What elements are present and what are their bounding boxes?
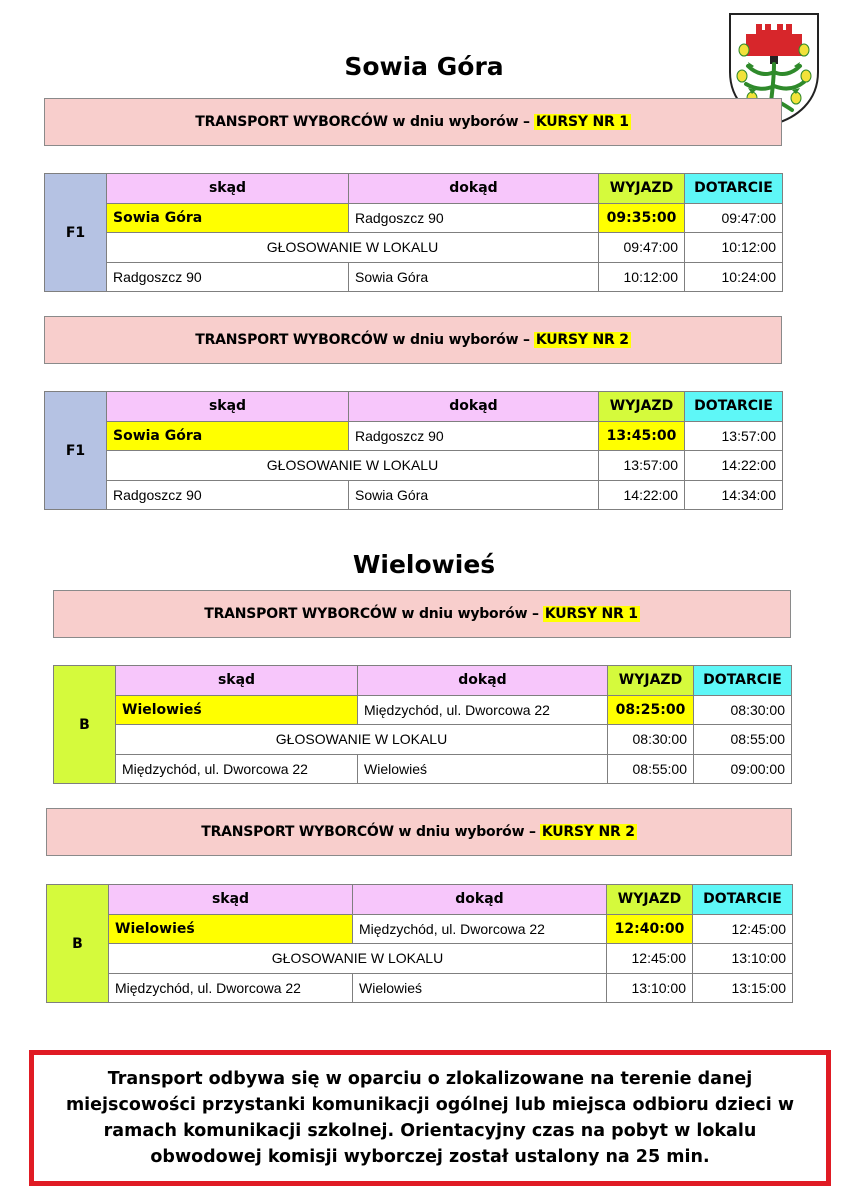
table-row: [45, 233, 783, 263]
from-cell: Radgoszcz 90: [107, 480, 349, 510]
depart-cell: 08:30:00: [608, 725, 694, 755]
depart-cell: 09:47:00: [599, 233, 685, 263]
table-row: [47, 973, 793, 1003]
route-code: F1: [45, 174, 107, 292]
depart-cell: 13:57:00: [599, 451, 685, 481]
schedule-table: [44, 173, 783, 292]
arrive-cell: 08:30:00: [694, 695, 792, 725]
table-row: [45, 480, 783, 510]
table-row: [45, 262, 783, 292]
header-depart: WYJAZD: [599, 392, 685, 422]
transport-banner: [44, 316, 782, 364]
header-to: dokąd: [353, 885, 607, 915]
depart-cell: 10:12:00: [599, 262, 685, 292]
schedule-table: [46, 884, 793, 1003]
arrive-cell: 10:12:00: [685, 233, 783, 263]
depart-cell: 12:45:00: [607, 944, 693, 974]
to-cell: Wielowieś: [353, 973, 607, 1003]
arrive-cell: 12:45:00: [693, 914, 793, 944]
transport-banner: [46, 808, 792, 856]
header-to: dokąd: [349, 174, 599, 204]
header-depart: WYJAZD: [599, 174, 685, 204]
table-row: [54, 695, 792, 725]
voting-cell: GŁOSOWANIE W LOKALU: [109, 944, 607, 974]
header-to: dokąd: [349, 392, 599, 422]
kursy-label: KURSY NR 1: [544, 606, 638, 622]
schedule-table: [44, 391, 783, 510]
arrive-cell: 09:00:00: [694, 754, 792, 784]
from-cell: Sowia Góra: [107, 421, 349, 451]
arrive-cell: 13:15:00: [693, 973, 793, 1003]
kursy-label: KURSY NR 1: [535, 114, 629, 130]
table-row: [54, 754, 792, 784]
from-cell: Radgoszcz 90: [107, 262, 349, 292]
arrive-cell: 08:55:00: [694, 725, 792, 755]
route-code: F1: [45, 392, 107, 510]
town-title: Wielowieś: [352, 550, 496, 579]
depart-cell: 08:55:00: [608, 754, 694, 784]
from-cell: Wielowieś: [109, 914, 353, 944]
from-cell: Wielowieś: [116, 695, 358, 725]
banner-text: TRANSPORT WYBORCÓW w dniu wyborów –: [204, 606, 539, 622]
arrive-cell: 13:10:00: [693, 944, 793, 974]
header-arrive: DOTARCIE: [693, 885, 793, 915]
arrive-cell: 14:22:00: [685, 451, 783, 481]
header-depart: WYJAZD: [607, 885, 693, 915]
header-arrive: DOTARCIE: [685, 392, 783, 422]
arrive-cell: 10:24:00: [685, 262, 783, 292]
header-from: skąd: [107, 174, 349, 204]
depart-cell: 09:35:00: [599, 203, 685, 233]
kursy-label: KURSY NR 2: [535, 332, 629, 348]
header-depart: WYJAZD: [608, 666, 694, 696]
route-code: B: [47, 885, 109, 1003]
voting-cell: GŁOSOWANIE W LOKALU: [107, 233, 599, 263]
arrive-cell: 09:47:00: [685, 203, 783, 233]
table-row: [45, 421, 783, 451]
notice-text: Transport odbywa się w oparciu o zlokalizowane na terenie danej miejscowości przystanki komunikacji ogólnej lub miejsca odbioru dzieci w ramach komunikacji szkolnej. Orientacyjny czas na pobyt w lokalu obwodowej komisji wyborczej został ustalony na 25 min.: [65, 1069, 795, 1167]
voting-cell: GŁOSOWANIE W LOKALU: [107, 451, 599, 481]
banner-text: TRANSPORT WYBORCÓW w dniu wyborów –: [201, 824, 536, 840]
depart-cell: 12:40:00: [607, 914, 693, 944]
from-cell: Międzychód, ul. Dworcowa 22: [109, 973, 353, 1003]
table-row: [54, 725, 792, 755]
depart-cell: 14:22:00: [599, 480, 685, 510]
route-code: B: [54, 666, 116, 784]
header-arrive: DOTARCIE: [694, 666, 792, 696]
header-arrive: DOTARCIE: [685, 174, 783, 204]
header-from: skąd: [116, 666, 358, 696]
depart-cell: 13:45:00: [599, 421, 685, 451]
transport-banner: [53, 590, 791, 638]
to-cell: Wielowieś: [358, 754, 608, 784]
to-cell: Radgoszcz 90: [349, 421, 599, 451]
arrive-cell: 13:57:00: [685, 421, 783, 451]
header-from: skąd: [107, 392, 349, 422]
header-from: skąd: [109, 885, 353, 915]
table-row: [47, 944, 793, 974]
schedule-table: [53, 665, 792, 784]
notice-box: [29, 1050, 831, 1186]
depart-cell: 08:25:00: [608, 695, 694, 725]
header-to: dokąd: [358, 666, 608, 696]
table-row: [47, 914, 793, 944]
table-row: [45, 451, 783, 481]
kursy-label: KURSY NR 2: [541, 824, 635, 840]
table-row: [45, 203, 783, 233]
to-cell: Międzychód, ul. Dworcowa 22: [358, 695, 608, 725]
to-cell: Sowia Góra: [349, 262, 599, 292]
to-cell: Radgoszcz 90: [349, 203, 599, 233]
banner-text: TRANSPORT WYBORCÓW w dniu wyborów –: [195, 114, 530, 130]
to-cell: Sowia Góra: [349, 480, 599, 510]
arrive-cell: 14:34:00: [685, 480, 783, 510]
banner-text: TRANSPORT WYBORCÓW w dniu wyborów –: [195, 332, 530, 348]
voting-cell: GŁOSOWANIE W LOKALU: [116, 725, 608, 755]
town-title: Sowia Góra: [344, 52, 504, 81]
transport-banner: [44, 98, 782, 146]
depart-cell: 13:10:00: [607, 973, 693, 1003]
to-cell: Międzychód, ul. Dworcowa 22: [353, 914, 607, 944]
from-cell: Międzychód, ul. Dworcowa 22: [116, 754, 358, 784]
from-cell: Sowia Góra: [107, 203, 349, 233]
